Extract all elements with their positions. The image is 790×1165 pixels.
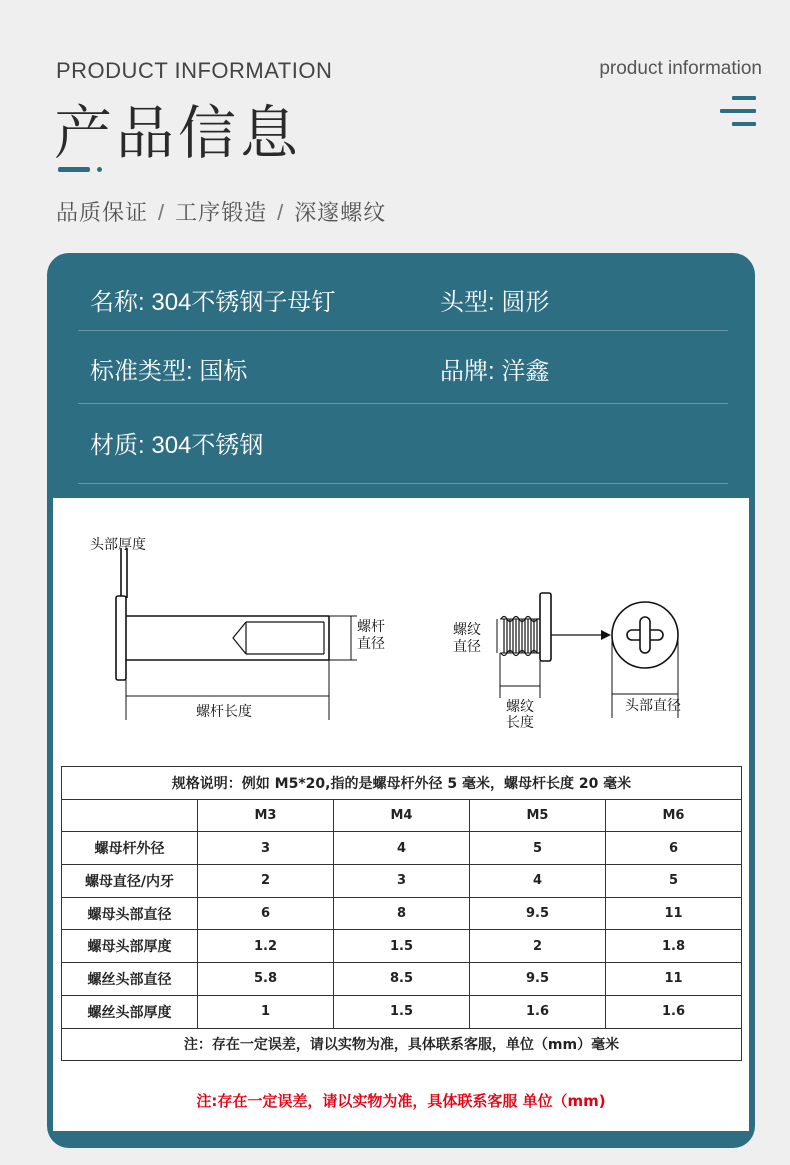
table-row bbox=[62, 832, 742, 865]
table-note-row bbox=[62, 1028, 742, 1061]
label-head-thickness: 头部厚度 bbox=[90, 537, 146, 553]
page-title: 产品信息 bbox=[54, 101, 303, 166]
label-rod-length: 螺杆长度 bbox=[196, 704, 252, 720]
spec-head-type: 头型 : 圆形 bbox=[440, 282, 549, 317]
spec-brand: 品牌 : 洋鑫 bbox=[440, 351, 549, 386]
table-cell: 4 bbox=[334, 832, 470, 865]
product-card bbox=[47, 253, 755, 1148]
table-row bbox=[62, 930, 742, 963]
table-cell: 1.8 bbox=[606, 930, 742, 963]
label-rod-diameter-1: 螺杆 bbox=[357, 619, 385, 635]
table-header-row bbox=[62, 799, 742, 832]
table-cell: 1.5 bbox=[334, 995, 470, 1028]
spec-row-2 bbox=[78, 331, 728, 404]
tag-separator: / bbox=[158, 200, 166, 225]
tagline bbox=[56, 196, 386, 227]
table-header-cell: M5 bbox=[470, 799, 606, 832]
spec-material: 材质 : 304不锈钢 bbox=[90, 425, 263, 460]
table-cell: 6 bbox=[606, 832, 742, 865]
table-row bbox=[62, 897, 742, 930]
table-cell: 2 bbox=[470, 930, 606, 963]
table-cell: 11 bbox=[606, 897, 742, 930]
spec-table bbox=[61, 766, 742, 1061]
table-row-header: 螺母头部直径 bbox=[62, 897, 198, 930]
table-cell: 1 bbox=[198, 995, 334, 1028]
table-row-header: 螺丝头部直径 bbox=[62, 963, 198, 996]
label-rod-diameter-2: 直径 bbox=[357, 636, 385, 652]
screw-diagram bbox=[53, 498, 749, 760]
table-cell: 9.5 bbox=[470, 897, 606, 930]
tag-separator: / bbox=[277, 200, 285, 225]
label-thread-diameter-1: 螺纹 bbox=[453, 622, 481, 638]
table-row-header: 螺母杆外径 bbox=[62, 832, 198, 865]
table-header-cell: M3 bbox=[198, 799, 334, 832]
table-cell: 8.5 bbox=[334, 963, 470, 996]
table-caption: 规格说明：例如 M5*20,指的是螺母杆外径 5 毫米，螺母杆长度 20 毫米 bbox=[62, 767, 742, 800]
table-header-cell: M6 bbox=[606, 799, 742, 832]
eyebrow-subtitle: product information bbox=[599, 58, 762, 79]
table-row-header: 螺母直径/内牙 bbox=[62, 865, 198, 898]
tag-quality: 品质保证 bbox=[56, 200, 149, 225]
label-thread-diameter-2: 直径 bbox=[453, 639, 481, 655]
table-cell: 1.5 bbox=[334, 930, 470, 963]
table-row-header: 螺丝头部厚度 bbox=[62, 995, 198, 1028]
tag-forging: 工序锻造 bbox=[175, 200, 268, 225]
table-note: 注：存在一定误差，请以实物为准，具体联系客服，单位（mm）毫米 bbox=[62, 1028, 742, 1061]
table-row bbox=[62, 963, 742, 996]
table-cell: 3 bbox=[198, 832, 334, 865]
label-thread-length-2: 长度 bbox=[506, 715, 534, 731]
table-cell: 5.8 bbox=[198, 963, 334, 996]
table-cell: 2 bbox=[198, 865, 334, 898]
table-caption-row bbox=[62, 767, 742, 800]
table-cell: 5 bbox=[470, 832, 606, 865]
footnote: 注:存在一定误差，请以实物为准，具体联系客服 单位（mm) bbox=[196, 1092, 606, 1110]
table-cell: 5 bbox=[606, 865, 742, 898]
table-row bbox=[62, 865, 742, 898]
table-cell: 1.2 bbox=[198, 930, 334, 963]
table-row bbox=[62, 995, 742, 1028]
table-cell: 6 bbox=[198, 897, 334, 930]
table-cell: 1.6 bbox=[470, 995, 606, 1028]
table-cell: 9.5 bbox=[470, 963, 606, 996]
table-cell: 1.6 bbox=[606, 995, 742, 1028]
spec-standard: 标准类型 : 国标 bbox=[90, 351, 247, 386]
spec-name: 名称 : 304不锈钢子母钉 bbox=[90, 282, 335, 317]
spec-row-1 bbox=[78, 253, 728, 331]
spec-panel bbox=[53, 498, 749, 1131]
table-header-cell bbox=[62, 799, 198, 832]
table-cell: 3 bbox=[334, 865, 470, 898]
eyebrow-title: PRODUCT INFORMATION bbox=[56, 58, 333, 83]
table-cell: 4 bbox=[470, 865, 606, 898]
label-thread-length-1: 螺纹 bbox=[506, 699, 534, 715]
tag-thread: 深邃螺纹 bbox=[294, 200, 387, 225]
table-row-header: 螺母头部厚度 bbox=[62, 930, 198, 963]
table-header-cell: M4 bbox=[334, 799, 470, 832]
menu-icon[interactable] bbox=[720, 96, 756, 126]
table-cell: 8 bbox=[334, 897, 470, 930]
table-cell: 11 bbox=[606, 963, 742, 996]
spec-row-3 bbox=[78, 404, 728, 484]
label-head-diameter: 头部直径 bbox=[625, 698, 681, 714]
